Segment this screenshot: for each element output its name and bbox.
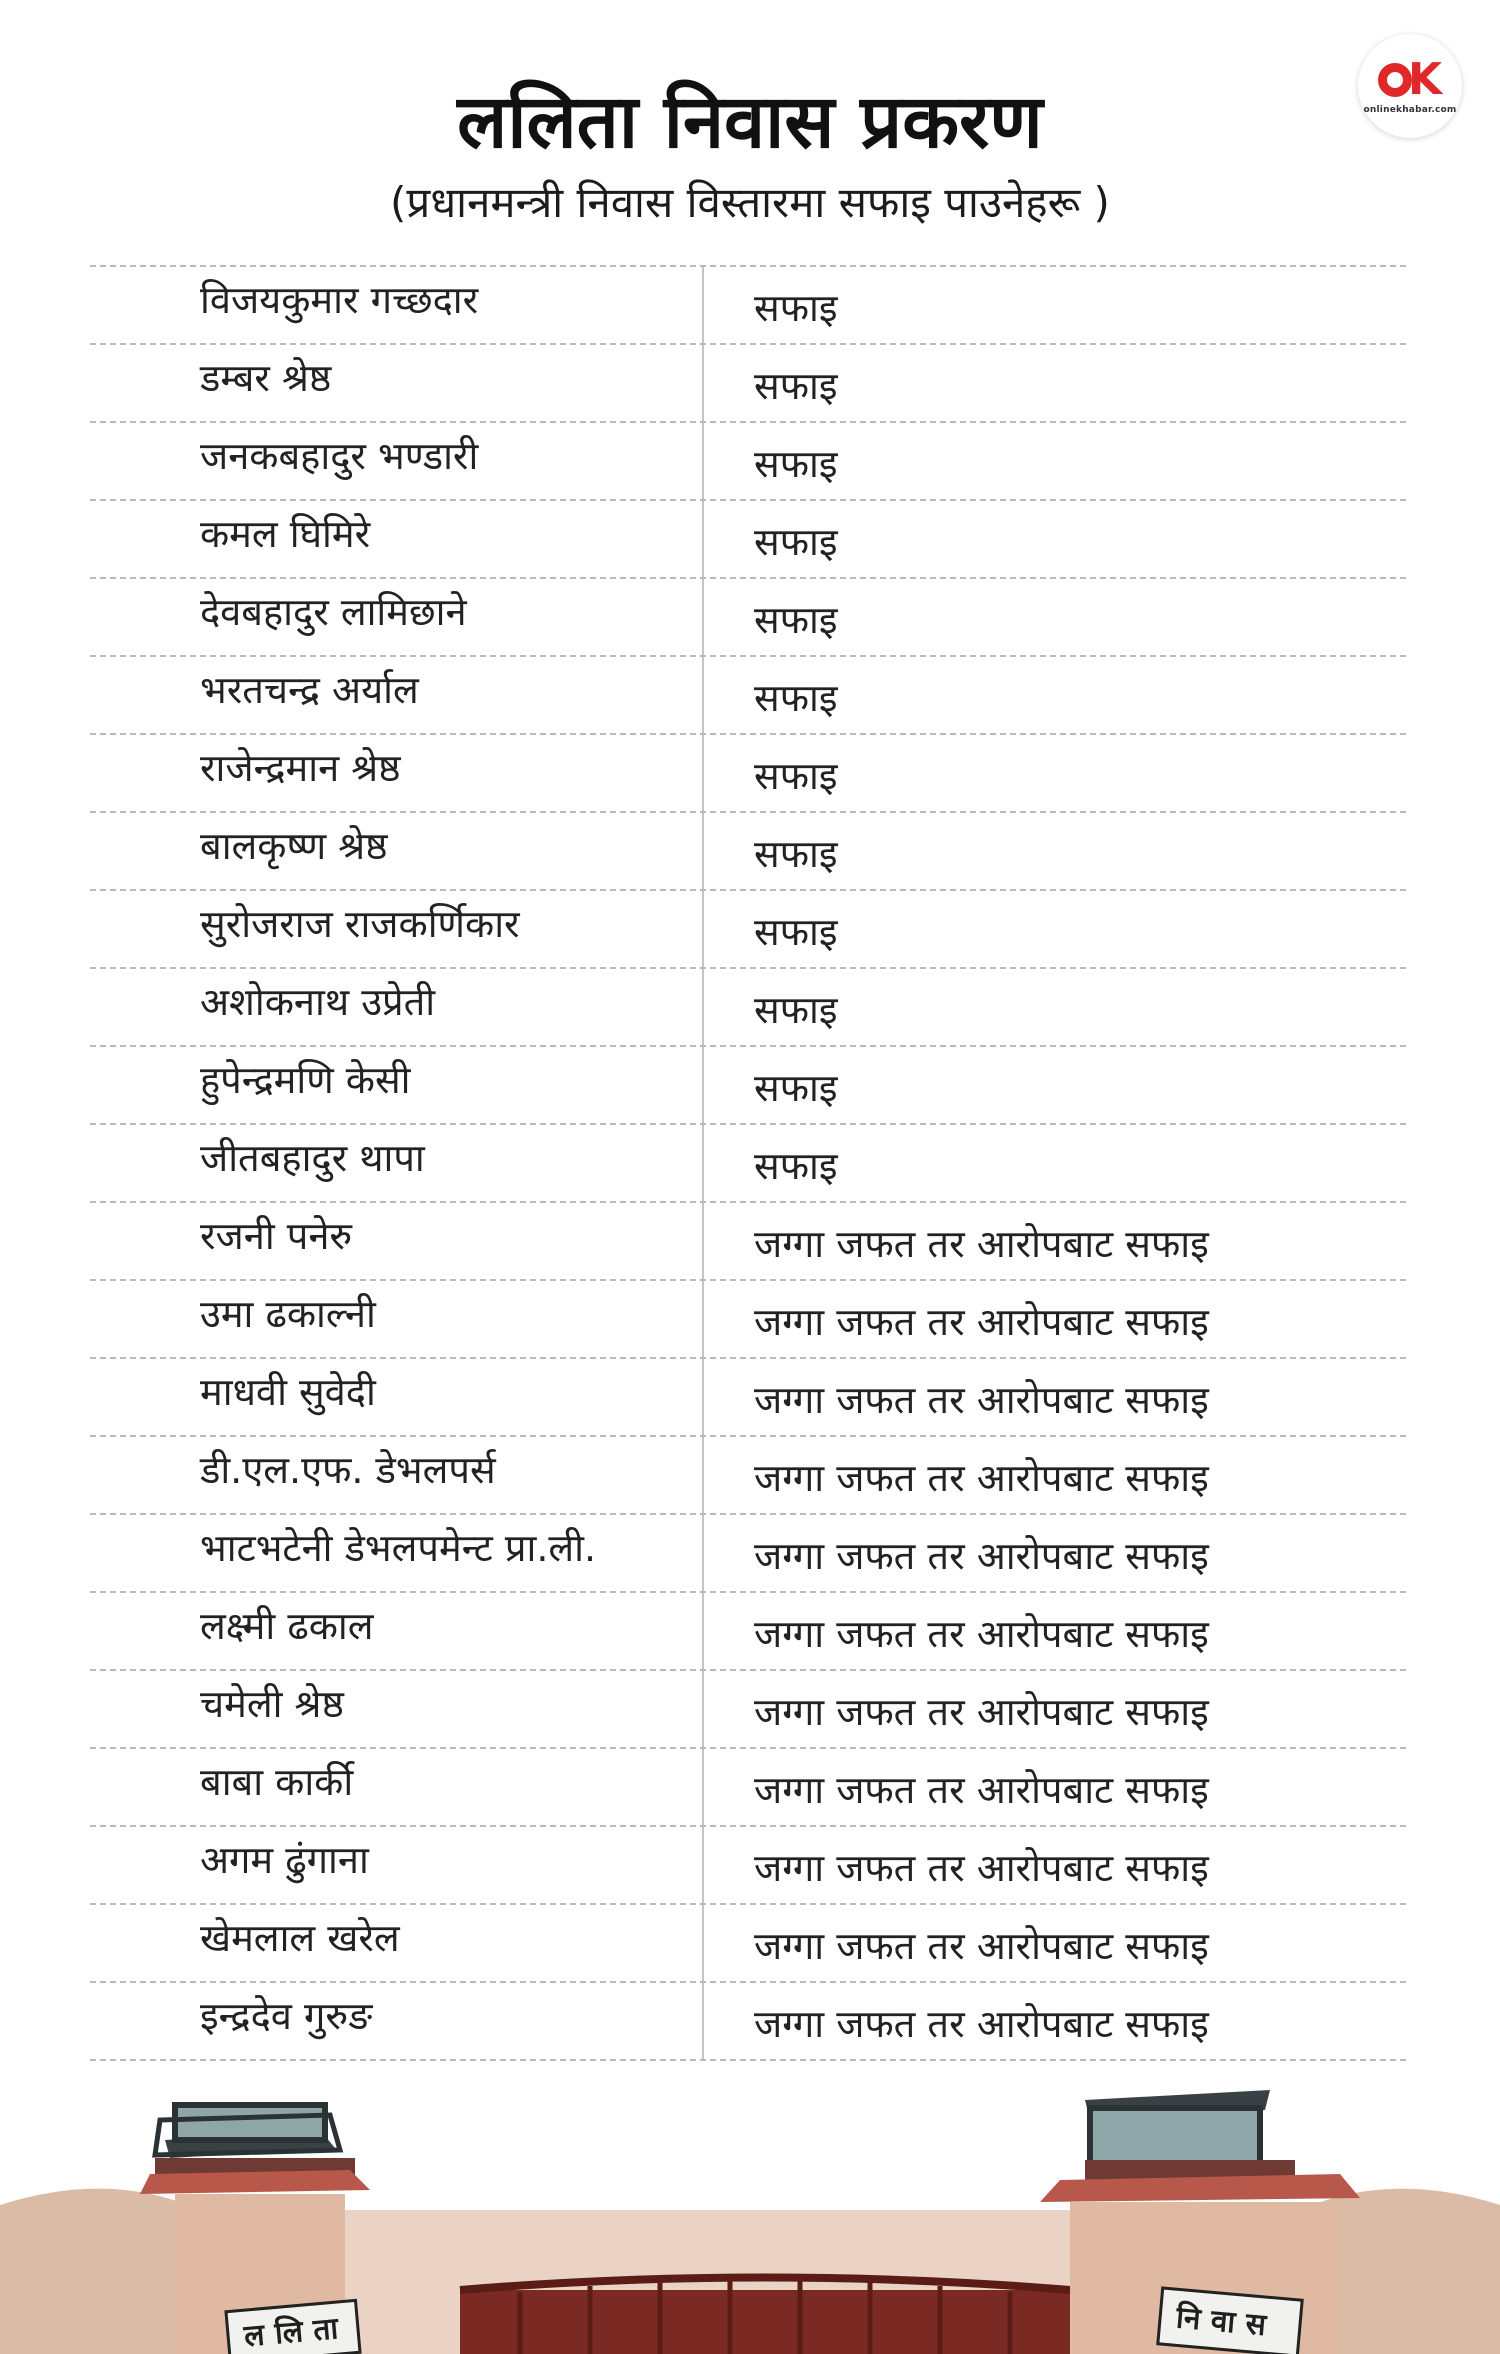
person-name-cell: बालकृष्ण श्रेष्ठ <box>90 813 704 889</box>
verdict-status-cell: सफाइ <box>754 442 838 486</box>
table-row <box>90 735 1406 813</box>
verdict-status-cell: सफाइ <box>754 988 838 1032</box>
person-name-cell: बाबा कार्की <box>90 1749 704 1825</box>
table-row <box>90 1359 1406 1437</box>
verdict-status-cell: सफाइ <box>754 364 838 408</box>
person-name-cell: कमल घिमिरे <box>90 501 704 577</box>
table-row <box>90 1047 1406 1125</box>
table-row <box>90 1905 1406 1983</box>
verdict-status-cell: सफाइ <box>754 1144 838 1188</box>
lalita-niwas-gate-illustration <box>0 2060 1500 2354</box>
person-name-cell: लक्ष्मी ढकाल <box>90 1593 704 1669</box>
table-row <box>90 891 1406 969</box>
person-name-cell: डी.एल.एफ. डेभलपर्स <box>90 1437 704 1513</box>
person-name-cell: हुपेन्द्रमणि केसी <box>90 1047 704 1123</box>
verdict-status-cell: सफाइ <box>754 598 838 642</box>
person-name-cell: इन्द्रदेव गुरुङ <box>90 1983 704 2059</box>
table-row <box>90 423 1406 501</box>
person-name-cell: माधवी सुवेदी <box>90 1359 704 1435</box>
person-name-cell: अगम ढुंगाना <box>90 1827 704 1903</box>
table-row <box>90 813 1406 891</box>
table-row <box>90 1125 1406 1203</box>
person-name-cell: खेमलाल खरेल <box>90 1905 704 1981</box>
verdict-status-cell: सफाइ <box>754 520 838 564</box>
table-row <box>90 1749 1406 1827</box>
table-row <box>90 267 1406 345</box>
person-name-cell: अशोकनाथ उप्रेती <box>90 969 704 1045</box>
left-plate-text: ल लि ता <box>242 2311 340 2354</box>
gate-svg <box>0 2060 1500 2354</box>
table-row <box>90 1515 1406 1593</box>
person-name-cell: उमा ढकाल्नी <box>90 1281 704 1357</box>
table-row <box>90 501 1406 579</box>
verdict-status-cell: जग्गा जफत तर आरोपबाट सफाइ <box>754 1690 1209 1734</box>
table-row <box>90 1593 1406 1671</box>
person-name-cell: जनकबहादुर भण्डारी <box>90 423 704 499</box>
verdict-status-cell: जग्गा जफत तर आरोपबाट सफाइ <box>754 1456 1209 1500</box>
verdict-status-cell: सफाइ <box>754 1066 838 1110</box>
person-name-cell: सुरोजराज राजकर्णिकार <box>90 891 704 967</box>
table-row <box>90 1203 1406 1281</box>
acquittal-table <box>90 265 1406 2061</box>
verdict-status-cell: जग्गा जफत तर आरोपबाट सफाइ <box>754 1612 1209 1656</box>
table-row <box>90 1671 1406 1749</box>
table-row <box>90 1983 1406 2061</box>
iron-gate <box>460 2290 1070 2354</box>
verdict-status-cell: सफाइ <box>754 754 838 798</box>
person-name-cell: विजयकुमार गच्छदार <box>90 267 704 343</box>
table-row <box>90 579 1406 657</box>
person-name-cell: भाटभटेनी डेभलपमेन्ट प्रा.ली. <box>90 1515 704 1591</box>
person-name-cell: रजनी पनेरु <box>90 1203 704 1279</box>
verdict-status-cell: जग्गा जफत तर आरोपबाट सफाइ <box>754 2002 1209 2046</box>
verdict-status-cell: सफाइ <box>754 676 838 720</box>
verdict-status-cell: सफाइ <box>754 286 838 330</box>
table-row <box>90 345 1406 423</box>
person-name-cell: चमेली श्रेष्ठ <box>90 1671 704 1747</box>
person-name-cell: जीतबहादुर थापा <box>90 1125 704 1201</box>
verdict-status-cell: सफाइ <box>754 832 838 876</box>
verdict-status-cell: जग्गा जफत तर आरोपबाट सफाइ <box>754 1846 1209 1890</box>
person-name-cell: राजेन्द्रमान श्रेष्ठ <box>90 735 704 811</box>
left-curved-wall <box>0 2189 200 2354</box>
page-subtitle: (प्रधानमन्त्री निवास विस्तारमा सफाइ पाउनेहरू ) <box>390 178 1110 227</box>
page-title: ललिता निवास प्रकरण <box>457 79 1043 165</box>
verdict-status-cell: जग्गा जफत तर आरोपबाट सफाइ <box>754 1300 1209 1344</box>
person-name-cell: डम्बर श्रेष्ठ <box>90 345 704 421</box>
verdict-status-cell: जग्गा जफत तर आरोपबाट सफाइ <box>754 1768 1209 1812</box>
table-row <box>90 657 1406 735</box>
person-name-cell: देवबहादुर लामिछाने <box>90 579 704 655</box>
person-name-cell: भरतचन्द्र अर्याल <box>90 657 704 733</box>
table-row <box>90 1827 1406 1905</box>
table-row <box>90 969 1406 1047</box>
table-row <box>90 1437 1406 1515</box>
verdict-status-cell: जग्गा जफत तर आरोपबाट सफाइ <box>754 1222 1209 1266</box>
table-row <box>90 1281 1406 1359</box>
verdict-status-cell: सफाइ <box>754 910 838 954</box>
right-plate-text: नि वा स <box>1174 2300 1268 2344</box>
verdict-status-cell: जग्गा जफत तर आरोपबाट सफाइ <box>754 1378 1209 1422</box>
verdict-status-cell: जग्गा जफत तर आरोपबाट सफाइ <box>754 1924 1209 1968</box>
verdict-status-cell: जग्गा जफत तर आरोपबाट सफाइ <box>754 1534 1209 1578</box>
logo-k-shape: K <box>1407 54 1443 105</box>
logo-text: onlinekhabar.com <box>1363 105 1457 115</box>
